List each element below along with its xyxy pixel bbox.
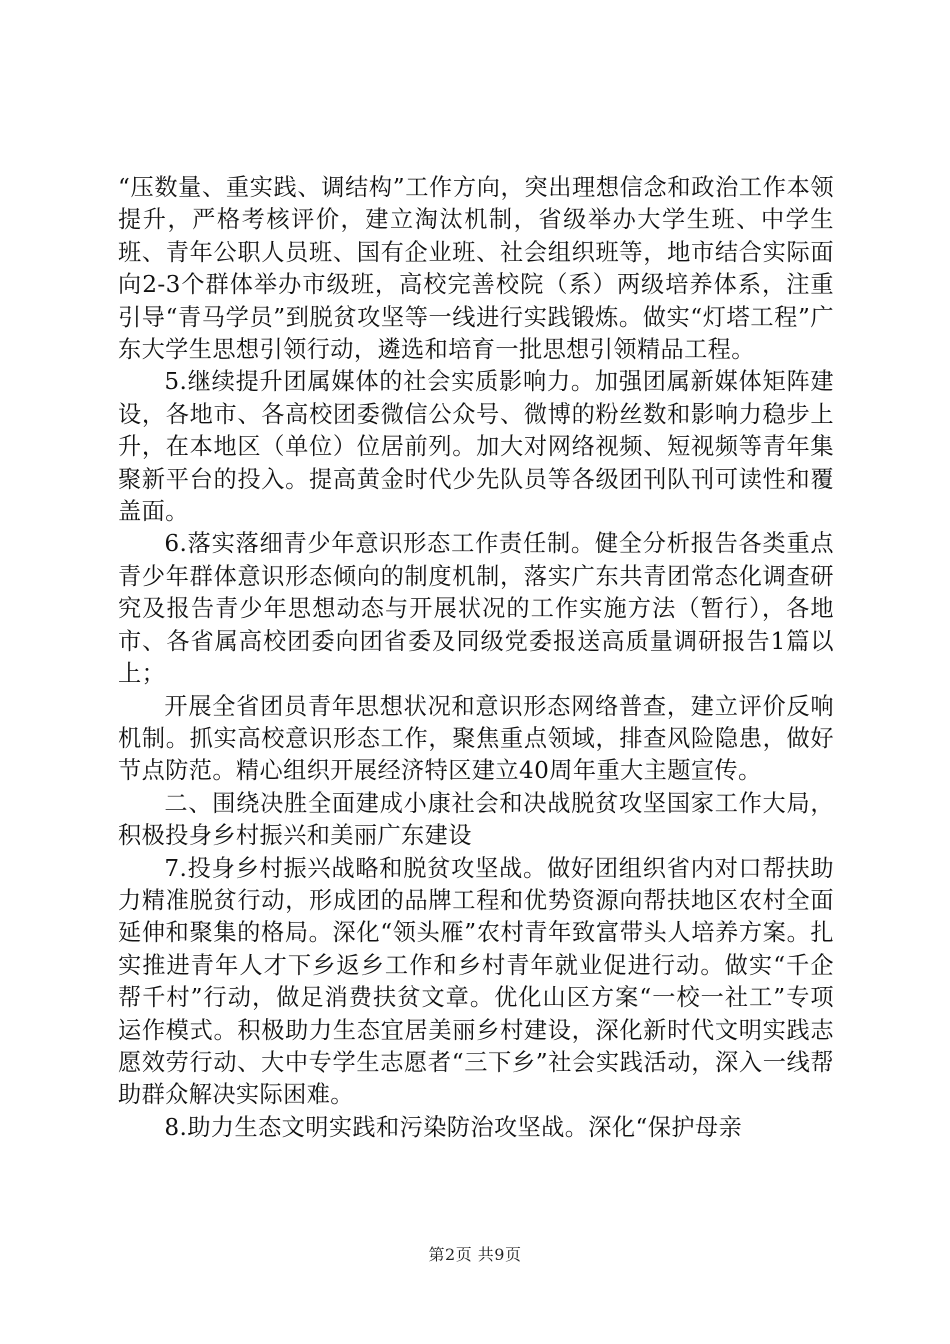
section-heading-2: 二、围绕决胜全面建成小康社会和决战脱贫攻坚国家工作大局，积极投身乡村振兴和美丽广东建设: [118, 789, 834, 850]
document-body: [118, 172, 834, 1144]
paragraph-item-8: 8.助力生态文明实践和污染防治攻坚战。深化“保护母亲: [164, 1113, 743, 1141]
paragraph-continuation: “压数量、重实践、调结构”工作方向，突出理想信念和政治工作本领提升，严格考核评价，建立淘汰机制，省级举办大学生班、中学生班、青年公职人员班、国有企业班、社会组织班等，地市结合实际面向2-3个群体举办市级班，高校完善校院（系）两级培养体系，注重引导“青马学员”到脱贫攻坚等一线进行实践锻炼。做实“灯塔工程”广东大学生思想引领行动，遴选和培育一批思想引领精品工程。: [118, 174, 834, 364]
paragraph-item-5: 5.继续提升团属媒体的社会实质影响力。加强团属新媒体矩阵建设，各地市、各高校团委微信公众号、微博的粉丝数和影响力稳步上升，在本地区（单位）位居前列。加大对网络视频、短视频等青年集聚新平台的投入。提高黄金时代少先队员等各级团刊队刊可读性和覆盖面。: [118, 368, 834, 526]
page-footer: 第2页 共9页: [428, 1245, 522, 1264]
paragraph-item-6: 6.落实落细青少年意识形态工作责任制。健全分析报告各类重点青少年群体意识形态倾向的制度机制，落实广东共青团常态化调查研究及报告青少年思想动态与开展状况的工作实施方法（暂行），各地市、各省属高校团委向团省委及同级党委报送高质量调研报告1篇以上；: [118, 530, 834, 688]
paragraph-survey: 开展全省团员青年思想状况和意识形态网络普查，建立评价反响机制。抓实高校意识形态工作，聚焦重点领域，排查风险隐患，做好节点防范。精心组织开展经济特区建立40周年重大主题宣传。: [118, 692, 834, 785]
paragraph-item-7: 7.投身乡村振兴战略和脱贫攻坚战。做好团组织省内对口帮扶助力精准脱贫行动，形成团的品牌工程和优势资源向帮扶地区农村全面延伸和聚集的格局。深化“领头雁”农村青年致富带头人培养方案。扎实推进青年人才下乡返乡工作和乡村青年就业促进行动。做实“千企帮千村”行动，做足消费扶贫文章。优化山区方案“一校一社工”专项运作模式。积极助力生态宜居美丽乡村建设，深化新时代文明实践志愿效劳行动、大中专学生志愿者“三下乡”社会实践活动，深入一线帮助群众解决实际困难。: [118, 854, 834, 1109]
